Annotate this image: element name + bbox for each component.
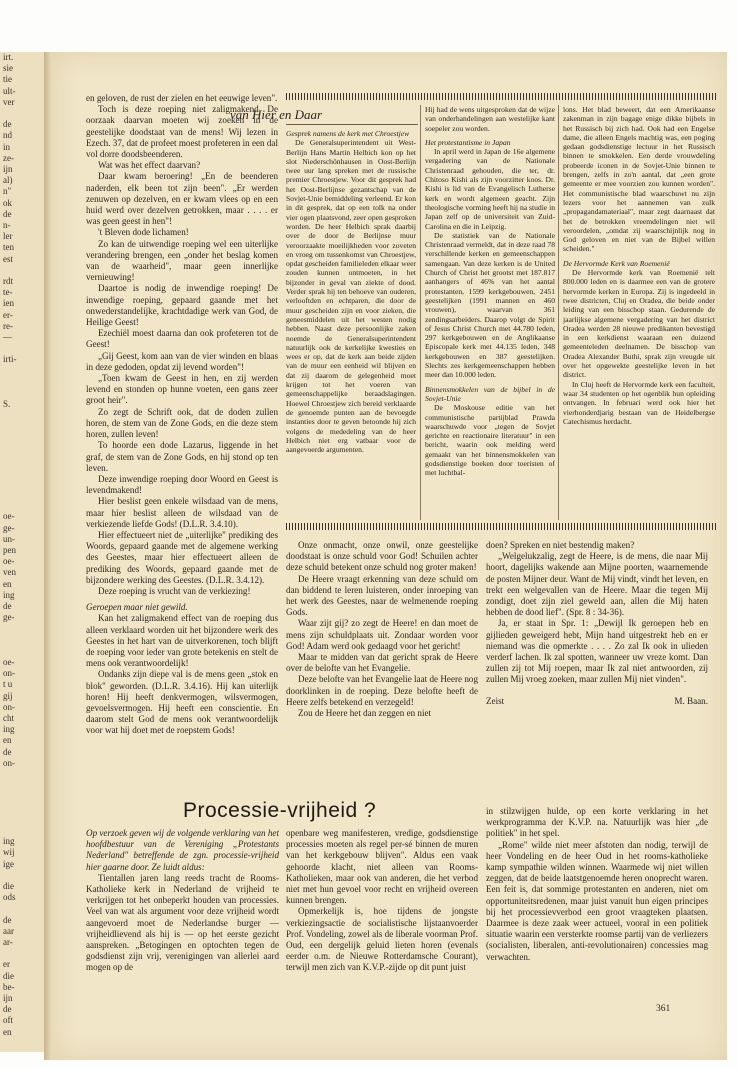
previous-page-fragment: oe- [3,656,15,667]
previous-page-fragment: ing [3,724,15,735]
previous-page-fragment: de [3,1004,12,1015]
paragraph: Hier effectueert niet de „uiterlijke" prediking des Woords, gepaard gaande met de algemene werking des Geestes, maar hier effectueert alleen de prediking des Woords, gepaard gaande met de bijzondere werking des Geestes. (D.L.R. 3.4.12). [86,529,278,585]
article-column-2 [286,828,478,1004]
previous-page-fragment [0,422,44,433]
previous-page-fragment [0,467,44,478]
previous-page-fragment: est [3,253,13,264]
paragraph: Kan het zaligmakend effect van de roeping dus alleen verklaard worden uit het bijzondere werk des Geestes in het hart van de uitverkorenen, toch blijft de roeping voor ieder van grote betekenis en stelt de mens ook verantwoordelijk! [86,613,278,669]
previous-page-fragment: cht [3,712,14,723]
previous-page-fragment: pen [3,544,16,555]
previous-page-fragment [0,948,44,959]
previous-page-fragment: ge- [3,612,15,623]
paragraph: in stilzwijgen hulde, op een korte verklaring in het werkprogramma der K.V.P. na. Natuurlijk was hier „de politiek" in het spel. [486,806,708,839]
previous-page-fragment [0,646,44,657]
paragraph: Ja, er staat in Spr. 1: „Dewijl Ik geroepen heb en gijlieden geweigerd hebt, Mijn hand uitgestrekt heb en er niemand was die opmerkte . . . . Zo zal Ik ook in ulieden verderf lachen. Ik zal spotten, wanneer uw vreze komt. Dan zullen zij tot Mij roepen, maar Ik zal niet antwoorden, zij zullen Mij vroeg zoeken, maar zullen Mij niet vinden". [486,618,708,685]
paragraph: doen? Spreken en niet bestendig maken? [486,540,635,550]
previous-page-fragment: re- [3,320,13,331]
book-gutter [44,52,52,1060]
previous-page-fragment [0,411,44,422]
paragraph: Het protestantisme in Japan [425,137,511,147]
previous-page-fragment: rdt [3,276,13,287]
paragraph: Onze onmacht, onze onwil, onze geestelijke doodstaat is onze schuld voor God! Schuilen achter deze schuld betekent onze schuld nog groter maken! [286,540,478,573]
previous-page-fragment [0,108,44,119]
previous-page-fragment: on- [3,668,15,679]
paragraph: Daar kwam beroering! „En de beenderen naderden, elk been tot zijn been". „Er werden zenuwen op dezelven, en er kwam vlees op en een huid werd over dezelven getrokken, maar . . . . er was geen geest in hen"! [86,171,278,227]
paragraph: Hij had de wens uitgesproken dat de wijze van onderhandelingen aan westelijke kant soepeler zou worden. [425,105,555,133]
paragraph: Daartoe is nodig de inwendige roeping! De inwendige roeping, gepaard gaande met het onwederstandelijke, krachtdadige werk van God, de Heilige Geest! [86,283,278,328]
paragraph: Tientallen jaren lang reeds tracht de Rooms-Katholieke kerk in Nederland de vrijheid te verkrijgen tot het onbeperkt houden van processies. Veel van wat als argument voor deze vrijheid wordt aangevoerd moet de Nederlandse burger — vrijheidlievend als hij is — op het eerste gezicht aanspreken. „Betogingen en optochten tegen de godsdienst zijn vrij, verenigingen van allerlei aard mogen op de [86,872,279,973]
previous-page-fragment: ge- [3,522,15,533]
paragraph: De Hervormde Kerk van Roemenië [563,258,670,268]
article-title: Processie-vrijheid ? [183,799,377,822]
paragraph: Deze belofte van het Evangelie laat de Heere nog doorklinken in de roeping. Deze belofte heeft de Heere zelfs betekend en verzegeld! [286,674,478,707]
article-column-3 [486,806,708,1004]
column-onze-onmacht [286,540,478,784]
paragraph: To hoorde een dode Lazarus, liggende in het graf, de stem van de Zone Gods, en hij stond op ten leven. [86,440,278,473]
previous-page-fragment: on- [3,757,15,768]
paragraph: „Rome" wilde niet meer afstoten dan nodig, terwijl de heer Vondeling en de heer Oud in het rooms-katholieke kamp sympathie wilden winnen. Waarmede wij niet willen zeggen, dat de beide laatstgenoemde heren onoprecht waren. Een feit is, dat sommige protestanten en anderen, niet om opportuniteitsredenen, maar juist vanuit hun eigen principes bij het processievverbod een groot vraagteken plaatsen. Daarmee is deze zaak weer actueel, vooral in een politiek situatie waarin een versterkte roomse partij van de verliezers (socialisten, liberalen, anti-revolutionairen) concessies mag verwachten. [486,839,708,962]
previous-page-fragment: irti- [3,354,17,365]
previous-page-fragment: er [3,959,10,970]
previous-page-fragment [0,478,44,489]
previous-page-fragment [0,500,44,511]
previous-page-fragment [0,814,44,825]
previous-page-fragment: de [3,914,12,925]
paragraph: „Toen kwam de Geest in hen, en zij werden levend en stonden op hunne voeten, een gans zeer groot heir". [86,373,278,406]
paragraph: 't Bleven dode lichamen! [98,227,189,238]
previous-page-fragment [0,623,44,634]
lower-ornament-rule [286,523,716,530]
paragraph: De Hervormde kerk van Roemenië telt 800.000 leden en is daarmee een van de grotere hervormde kerken in Europa. Zij is ingedeeld in twee districten, Cluj en Oradea, die beide onder leiding van een bisschop staan. Gedurende de jaarlijkse algemene vergadering van het district Oradea werden 28 nieuwe predikanten bevestigd in een kerkdienst waaraan een duizend gemeenteleden deelnamen. De bisschop van Oradea Alexander Buthi, sprak zijn vreugde uit over het opgewekte geestelijke leven in het district. [563,268,715,380]
paragraph: Gesprek namens de kerk met Chroestjew [286,129,410,138]
paragraph: en geloven, de rust der zielen en het eeuwige leven". [86,93,278,103]
previous-page-fragment: die [3,970,14,981]
paragraph: Geroepen maar niet gewild. [86,602,188,613]
previous-page-fragment: oe- [3,556,15,567]
previous-page-fragment: ien [3,298,14,309]
previous-page-fragment [0,455,44,466]
article-column-1 [86,828,279,1004]
previous-page-fragment [0,870,44,881]
signature-line [486,696,708,707]
previous-page-fragment: S. [3,399,11,410]
previous-page-fragment: ing [3,836,15,847]
previous-page-fragment: de [3,208,12,219]
previous-page-fragment: ing [3,589,15,600]
paragraph: In april werd in Japan de 16e algemene vergadering van de Nationale Christenraad gehouden, die ter, dr. Chitoso Kishi als zijn voorzitter koos. Dr. Kishi is lid van de Evangelisch Lutherse kerk en wordt algemeen geacht. Zijn theologische vorming heeft hij na studie in Japan zelf op de universiteit van Zuid-Carolina en die in Leipzig. [425,147,555,231]
paragraph: Deze roeping is vrucht van de verkiezing! [98,585,251,596]
previous-page-fragment: wij [3,847,15,858]
previous-page-fragment [0,366,44,377]
previous-page-fragment: ok [3,197,12,208]
previous-page-fragment: sie [3,63,13,74]
previous-page-fragment: gij [3,690,13,701]
previous-page-fragment: en [3,578,12,589]
paragraph: Binnensmokkelen van de bijbel in de Sovjet-Unie [425,384,555,403]
paragraph: In Cluj heeft de Hervormde kerk een faculteit, waar 34 studenten op het ogenblik hun opleiding ontvangen. In februari werd ook hier het vierhonderdjarig bestaan van de Heidelbergse Catechismus herdacht. [563,379,715,426]
previous-page-fragment: ijn [3,164,13,175]
paragraph: Wat was het effect daarvan? [98,160,201,171]
previous-page-fragment: ige [3,858,14,869]
previous-page-fragment [0,769,44,780]
paragraph: openbare weg manifesteren, vredige, godsdienstige processies moeten als regel per-sé binnen de muren van het kerkgebouw blijven". Aldus een vaak gehoorde klacht, niet alleen van Rooms-Katholieken, maar ook van anderen, die het verbod niet met hun gevoel voor recht en vrijheid overeen kunnen brengen. [286,828,478,906]
previous-page-fragment: ver [3,96,15,107]
paragraph: Waar zijt gij? zo zegt de Heere! en dan moet de mens zijn schuldplaats uit. Zondaar worden voor God! Adam werd ook gedaagd voor het gericht! [286,618,478,651]
previous-page-fragment: ten [3,242,14,253]
paragraph: De statistiek van de Nationale Christenraad vermeldt, dat in deze raad 78 verschillende kerken en gemeenschappen samengaan. Van deze kerken is de United Church of Christ het grootst met 187.817 aanhangers of 46% van het aantal protestanten, 1599 kerkgebouwen, 2451 geestelijken (1991 mannen en 460 vrouwen), waarvan 361 zendingsarbeiders. Daarop volgt de Spirit of Jesus Christ Church met 44.780 leden, 297 kerkgebouwen en de Anglikaanse Episcopale kerk met 44.135 leden, 348 kerkgebouwen en 387 geestelijken. Slechts zes kerkgemeenschappen hebben meer dan 10.000 leden. [425,230,555,380]
previous-page-fragment: de [3,600,12,611]
previous-page-fragment: in [3,141,11,152]
signature-name: M. Baan. [674,695,708,706]
previous-page-fragment: tie [3,74,12,85]
paragraph: lons. Het blad beweert, dat een Amerikaanse zakenman in zijn bagage enige dikke bijbels in het Russisch bij zich had. Ook had een Engelse dame, die alleen Engels machtig was, een poging gedaan godsdienstige lectuur in het Russisch binnen te smokkelen. Een derde vrouwdeling probeerde iconen in de Sovjet-Unie binnen te brengen, zelfs in zo'n aantal, dat „een grote gemeente er mee voorzien zou kunnen worden". Het communistische blad waarschuwt nu zijn lezers voor het aannemen van zulk „propagandamateriaal", maar zegt daarnaast dat het de betrokken vreemdelingen niet wil veroordelen, „omdat zij waarschijnlijk nog in God geloven en niet van de Bijbel willen scheiden." [563,105,715,254]
paragraph: Zo kan de uitwendige roeping wel een uiterlijke verandering brengen, een „onder het beslag komen van de waarheid", maar geen innerlijke vernieuwing! [86,238,278,283]
previous-page-fragment: en [3,735,12,746]
previous-page-fragment: ven [3,567,16,578]
previous-page-fragment: en [3,1026,12,1037]
previous-page-fragment [0,903,44,914]
previous-page-fragment [0,780,44,791]
paragraph: Maar te midden van dat gericht sprak de Heere over de belofte van het Evangelie. [286,652,478,674]
previous-page-fragment [0,444,44,455]
previous-page-fragment [0,635,44,646]
previous-page-fragment: — [3,332,12,343]
previous-page-edge [0,52,44,1052]
page-number: 361 [656,1004,671,1014]
previous-page-fragment [0,803,44,814]
previous-page-fragment: de [3,746,12,757]
previous-page-fragment [0,433,44,444]
previous-page-fragment: n- [3,220,11,231]
paragraph: De Heere vraagt erkenning van deze schuld om dan biddend te leren luisteren, onder inroeping van het werk des Geestes, naar de welmenende roeping Gods. [286,573,478,618]
previous-page-fragment: oft [3,1015,13,1026]
previous-page-fragment: er- [3,309,13,320]
previous-page-fragment: n" [3,186,12,197]
previous-page-fragment: ijn [3,993,13,1004]
previous-page-fragment [0,825,44,836]
previous-page-fragment: un- [3,533,15,544]
column-divider [558,105,559,520]
paragraph: Opmerkelijk is, hoe tijdens de jongste verkiezingsactie de socialistische lijstaanvoerder Prof. Vondeling, zowel als de liberale voorman Prof. Oud, een dergelijk geluid lieten horen (evenals eerder o.m. de Nieuwe Rotterdamsche Courant), terwijl men zich van K.V.P.-zijde op dit punt juist [286,906,478,973]
paragraph: Toch is deze roeping niet zaligmakend. De oorzaak daarvan moeten wij zoeken in de geestelijke doodstaat van de mens! Wij lezen in Ezech. 37, dat de profeet moest profeteren in een dal vol dorre doodsbeenderen. [86,104,278,160]
previous-page-fragment: oe- [3,511,15,522]
paragraph: Ondanks zijn diepe val is de mens geen „stok en blok" geworden. (D.L.R. 3.4.16). Hij kan uiterlijk horen! Hij heeft denkvermogen, wilsvermogen, gevoelsvermogen. Hij heeft een conscientie. En daarom stelt God de mens ook verantwoordelijk voor wat hij doet met de roepstem Gods! [86,669,278,736]
previous-page-fragment: te- [3,287,13,298]
news-column-2 [425,105,555,519]
previous-page-fragment [0,343,44,354]
previous-page-fragment: t u [3,679,13,690]
paragraph: Op verzoek geven wij de volgende verklaring van het hoofdbestuur van de Vereniging „Protestants Nederland" betreffende de zgn. processie-vrijheid hier gaarne door. Ze luidt aldus: [86,828,279,872]
previous-page-fragment: nd [3,130,12,141]
paragraph: De Moskouse editie van het communistische partijblad Prawda waarschuwde voor „tegen de Sovjet gerichte en reactionaire literatuur" in een bericht, waarin ook melding werd gemaakt van het binnensmokkelen van godsdienstige boeken door toeristen of met luchtbal- [425,403,555,478]
paragraph: Zo zegt de Schrift ook, dat de doden zullen horen, de stem van de Zone Gods, en die deze stem horen, zullen leven! [86,406,278,440]
section-header-van-hier-en-daar: van Hier en Daar [230,107,323,122]
previous-page-fragment [0,791,44,802]
signature-place: Zeist [486,695,505,706]
column-roeping-text [86,93,278,758]
previous-page-fragment: ult- [3,85,16,96]
news-column-1 [286,129,416,519]
previous-page-fragment: irt. [3,52,14,62]
previous-page-fragment [0,489,44,500]
column-spreken [486,540,708,784]
previous-page-fragment: de [3,119,12,130]
previous-page-fragment [0,388,44,399]
paragraph: „Welgelukzalig, zegt de Heere, is de mens, die naar Mij hoort, dagelijks wakende aan Mijne poorten, waarnemende de posten Mijner deur. Want de Mij vindt, vindt het leven, en trekt een welgevallen van de Heere. Maar die tegen Mij zondigt, doet zijn ziel geweld aan, allen die Mij haten hebben de dood lief". (Spr. 8 : 34-36). [486,551,708,618]
previous-page-fragment: ar- [3,937,13,948]
paragraph: Hier beslist geen enkele wilsdaad van de mens, maar hier beslist alleen de wilsdaad van de verkiezende liefde Gods! (D.L.R. 3.4.10). [86,496,278,529]
previous-page-fragment: die [3,881,14,892]
previous-page-fragment: ler [3,231,13,242]
paragraph: Zou de Heere het dan zeggen en niet [298,708,432,719]
previous-page-fragment: ze- [3,152,14,163]
top-ornament-rule [286,93,716,100]
paragraph: Deze inwendige roeping door Woord en Geest is levendmakend! [86,473,278,496]
previous-page-fragment [0,265,44,276]
paragraph: „Gij Geest, kom aan van de vier winden en blaas in deze gedoden, opdat zij levend worden"! [86,350,278,372]
paragraph: De Generalsuperintendent uit West-Berlijn Hans Martin Helbich kon op het slot Niederschönhausen in Oost-Berlijn twee uur lang spreken met de russische premier Chroestjew. Voor dit gesprek had het Oost-Berlijnse gezantschap van de Sovjet-Unie bemiddeling verleend. Er kon in dit gesprek, dat op een tolk na onder vier ogen plaatsvond, zeer open gesproken worden. De heer Helbich sprak daarbij over de door de Berlijnse muur veroorzaakte moeilijkheden voor zoveten en vroeg om tussenkomst van Chroestjew, opdat gescheiden familieleden elkaar weer zouden kunnen ontmoeten, in het bijzonder in geval van ziekte of dood. Verder sprak hij ten behoeve van ouderen, verlooftden en echtparen, die door de muur gescheiden zijn en voor zieken, die geneesmiddelen uit het westen nodig hebben. Naast deze persoonlijke zaken noemde de Generalsuperintendent natuurlijk ook de kerkelijke kwesties en wees er op, dat de kerk aan beide zijden van de muur een eenheid wil blijven en dat zij daarom de gelegenheid moet krijgen tot het voeren van gemeenschappelijke beraadslagingen. Hoewel Chroestjew zich bereid verklaarde de genoemde punten aan de bevoegde instanties door te geven betoonde hij zich volgens de mededeling van de heer Helbich niet erg vatbaar voor de aangevoerde argumenten. [286,138,416,455]
previous-page-fragment: aar [3,925,14,936]
previous-page-fragment [0,377,44,388]
previous-page-fragment: be- [3,981,15,992]
header-underline [286,124,418,125]
previous-page-fragment: on- [3,701,15,712]
previous-page-fragment: al) [3,175,13,186]
paragraph: Ezechiël moest daarna dan ook profeteren tot de Geest! [86,328,278,350]
column-divider [420,105,421,520]
news-column-3 [563,105,715,519]
previous-page-fragment: ods [3,892,16,903]
